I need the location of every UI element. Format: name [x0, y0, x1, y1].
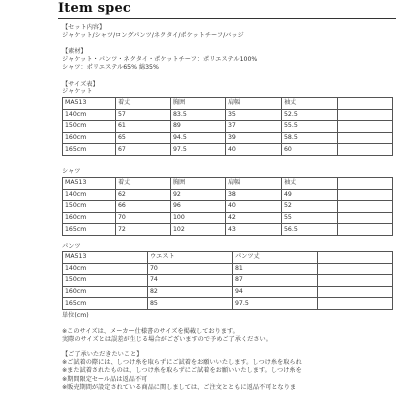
table-cell: 97.5	[171, 144, 226, 156]
shirt-label: シャツ	[62, 168, 81, 175]
header-cell: 着丈	[116, 98, 171, 110]
table-cell: 70	[116, 212, 171, 224]
table-row	[63, 212, 393, 224]
table-cell: 97.5	[233, 298, 318, 310]
table-cell: 67	[116, 144, 171, 156]
table-cell: 37	[226, 121, 282, 133]
table-row	[63, 144, 393, 156]
table-row	[63, 121, 393, 133]
shirt-size-table	[62, 177, 393, 236]
table-cell: 61	[116, 121, 171, 133]
table-cell: 49	[282, 189, 338, 201]
header-cell: ウエスト	[148, 252, 233, 264]
jacket-label: ジャケット	[62, 88, 93, 95]
size-table-heading: 【サイズ表】	[62, 81, 99, 88]
header-cell: MA513	[63, 252, 148, 264]
table-cell	[338, 212, 393, 224]
header-cell: MA513	[63, 178, 116, 190]
header-cell	[338, 98, 393, 110]
table-cell: 56.5	[282, 224, 338, 236]
material-heading: 【素材】	[62, 48, 87, 55]
table-cell	[338, 132, 393, 144]
table-cell: 102	[171, 224, 226, 236]
caution-line: ※ご試着の際には、しつけ糸を取らずにご試着をお願いいたします。しつけ糸を取られ	[62, 359, 302, 366]
table-cell	[318, 263, 393, 275]
table-row	[63, 263, 393, 275]
table-cell: 43	[226, 224, 282, 236]
size-note: ※このサイズは、メーカー仕様書のサイズを掲載しております。	[62, 328, 239, 335]
table-row	[63, 286, 393, 298]
table-cell: 74	[148, 275, 233, 287]
table-row	[63, 109, 393, 121]
header-cell: 着丈	[116, 178, 171, 190]
caution-line: ※販売期間が設定されている商品に関しましては、ご注文とともに返品不可となりま	[62, 384, 297, 391]
table-cell: 150cm	[63, 121, 116, 133]
header-cell: 肩幅	[226, 98, 282, 110]
jacket-size-table	[62, 97, 393, 156]
table-cell: 150cm	[63, 201, 116, 213]
table-cell: 94	[233, 286, 318, 298]
header-cell: 袖丈	[282, 178, 338, 190]
table-cell: 35	[226, 109, 282, 121]
table-cell: 150cm	[63, 275, 148, 287]
table-cell: 70	[148, 263, 233, 275]
table-cell: 62	[116, 189, 171, 201]
unit-note: 単位(cm)	[62, 312, 89, 319]
header-cell	[338, 178, 393, 190]
table-cell: 52	[282, 201, 338, 213]
table-header-row	[63, 178, 393, 190]
table-cell: 52.5	[282, 109, 338, 121]
table-cell: 82	[148, 286, 233, 298]
table-cell: 140cm	[63, 263, 148, 275]
table-header-row	[63, 98, 393, 110]
table-row	[63, 132, 393, 144]
table-cell	[318, 298, 393, 310]
table-cell: 55.5	[282, 121, 338, 133]
header-cell	[318, 252, 393, 264]
pants-label: パンツ	[62, 243, 81, 250]
table-cell: 85	[148, 298, 233, 310]
table-cell: 38	[226, 189, 282, 201]
table-cell: 83.5	[171, 109, 226, 121]
title-underline	[58, 18, 396, 19]
table-row	[63, 224, 393, 236]
set-contents-heading: 【セット内容】	[62, 24, 106, 31]
table-cell: 94.5	[171, 132, 226, 144]
header-cell: 肩幅	[226, 178, 282, 190]
table-cell	[338, 201, 393, 213]
table-cell: 160cm	[63, 286, 148, 298]
table-cell: 96	[171, 201, 226, 213]
table-cell: 165cm	[63, 298, 148, 310]
table-cell: 87	[233, 275, 318, 287]
table-cell: 40	[226, 144, 282, 156]
table-cell	[318, 275, 393, 287]
table-cell: 60	[282, 144, 338, 156]
table-cell: 89	[171, 121, 226, 133]
table-cell: 66	[116, 201, 171, 213]
caution-heading: 【ご了承いただきたいこと】	[62, 351, 143, 358]
page-title: Item spec	[58, 1, 132, 16]
table-cell: 165cm	[63, 144, 116, 156]
table-cell: 81	[233, 263, 318, 275]
table-cell: 42	[226, 212, 282, 224]
table-row	[63, 189, 393, 201]
table-cell	[338, 144, 393, 156]
caution-line: ※また試着されたものは、しつけ糸を取らずにご試着をお願いいたします。しつけ糸を	[62, 367, 302, 374]
header-cell: 胸囲	[171, 178, 226, 190]
table-cell: 55	[282, 212, 338, 224]
material-line: ジャケット・パンツ・ネクタイ・ポケットチーフ：ポリエステル100%	[62, 56, 258, 63]
caution-line: ※期間限定セール品は返品不可	[62, 376, 148, 383]
table-cell: 165cm	[63, 224, 116, 236]
header-cell: MA513	[63, 98, 116, 110]
table-cell	[338, 224, 393, 236]
table-cell	[338, 189, 393, 201]
pants-size-table	[62, 251, 393, 310]
table-cell: 140cm	[63, 189, 116, 201]
table-row	[63, 275, 393, 287]
table-cell: 40	[226, 201, 282, 213]
table-cell	[338, 109, 393, 121]
table-row	[63, 298, 393, 310]
table-header-row	[63, 252, 393, 264]
material-line: シャツ：ポリエステル65% 綿35%	[62, 64, 159, 71]
table-cell: 39	[226, 132, 282, 144]
page-header	[0, 0, 400, 18]
table-cell: 100	[171, 212, 226, 224]
table-row	[63, 201, 393, 213]
size-note: 実際のサイズとは誤差が生じる場合がございますので予めご了承ください。	[62, 336, 272, 343]
table-cell: 160cm	[63, 212, 116, 224]
table-cell: 58.5	[282, 132, 338, 144]
header-cell: 袖丈	[282, 98, 338, 110]
table-cell	[338, 121, 393, 133]
table-cell: 65	[116, 132, 171, 144]
header-cell: パンツ丈	[233, 252, 318, 264]
table-cell	[318, 286, 393, 298]
table-cell: 160cm	[63, 132, 116, 144]
table-cell: 72	[116, 224, 171, 236]
set-contents-text: ジャケット/シャツ/ロングパンツ/ネクタイ/ポケットチーフ/バッジ	[62, 32, 244, 39]
table-cell: 92	[171, 189, 226, 201]
table-cell: 140cm	[63, 109, 116, 121]
header-cell: 胸囲	[171, 98, 226, 110]
table-cell: 57	[116, 109, 171, 121]
